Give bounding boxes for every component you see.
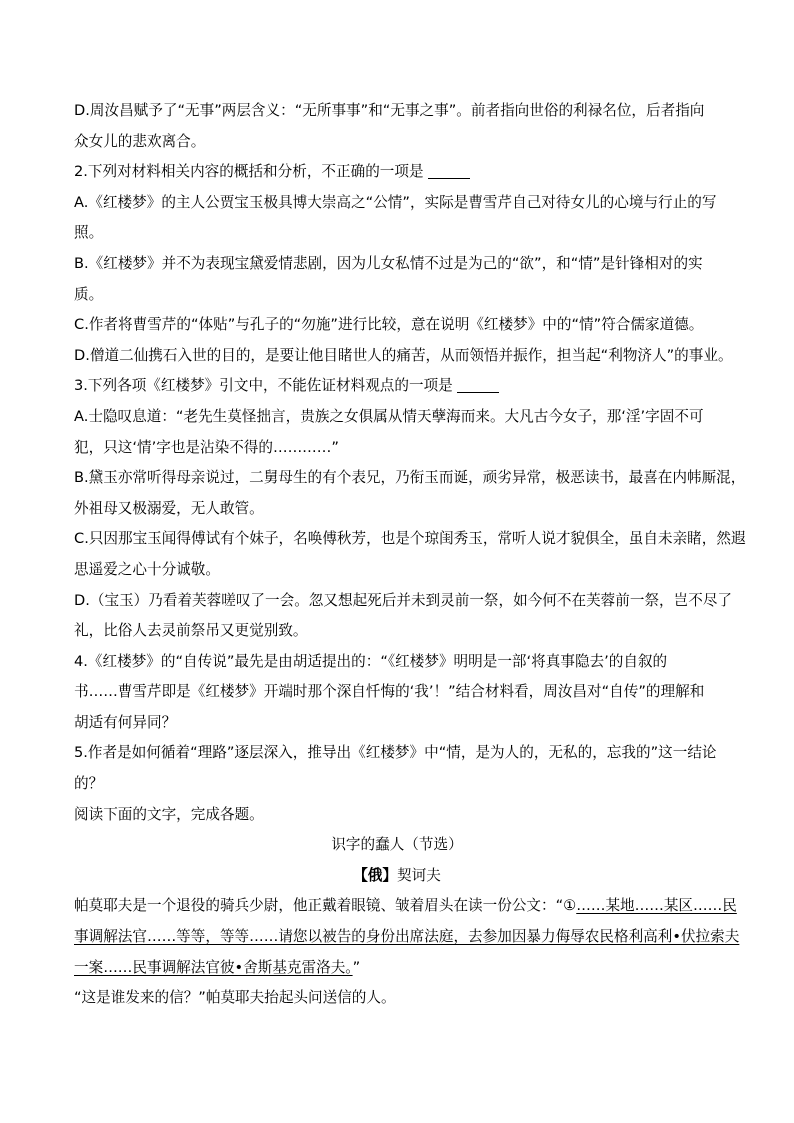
answer-blank[interactable] [457,378,499,393]
passage-para1-line2: 事调解法官……等等，等等……请您以被告的身份出席法庭，去参加因暴力侮辱农民格利高利•伏拉索夫 [74,928,740,946]
passage-para2-line1: “这是谁发来的信？”帕莫耶夫抬起头问送信的人。 [74,989,396,1007]
option-d-q1-line1: D.周汝昌赋予了“无事”两层含义：“无所事事”和“无事之事”。前者指向世俗的利禄名位，后者指向 [74,102,705,119]
q3-option-c-line1: C.只因那宝玉闻得傅试有个妹子，名唤傅秋芳，也是个琼闺秀玉，常听人说才貌俱全，虽自未亲睹，然遐 [74,530,746,548]
underlined-text: 一案……民事调解法官彼•舍斯基克雷洛夫。 [74,958,353,976]
reading-instruction: 阅读下面的文字，完成各题。 [74,805,264,823]
q3-option-a-line2: 犯，只这‘情’字也是沾染不得的…………” [74,438,339,456]
question-4-line2: 书……曹雪芹即是《红楼梦》开端时那个深自忏悔的‘我’！”结合材料看，周汝昌对“自传”的理解和 [74,683,705,701]
author-name: 契诃夫 [397,866,441,884]
q2-option-b-line2: 质。 [74,285,104,303]
passage-para1-line1 [74,891,737,922]
q3-option-d-line2: 礼，比俗人去灵前祭吊又更觉别致。 [74,622,308,640]
question-2-text: 2.下列对材料相关内容的概括和分析，不正确的一项是 [74,163,424,181]
q2-option-b-line1: B.《红楼梦》并不为表现宝黛爱情悲剧，因为儿女私情不过是为己的“欲”，和“情”是针锋相对的实 [74,254,703,272]
underlined-text: ……某地……某区……民 [576,897,737,915]
passage-text: ” [352,958,361,976]
document-page [74,96,746,1014]
question-4-line1: 4.《红楼梦》的“自传说”最先是由胡适提出的：“《红楼梦》明明是一部‘将真事隐去’的自叙的 [74,652,668,670]
q2-option-a-line1: A.《红楼梦》的主人公贾宝玉极具博大崇高之“公情”，实际是曹雪芹自己对待女儿的心境与行止的写 [74,193,717,211]
q3-option-b-line1: B.黛玉亦常听得母亲说过，二舅母生的有个表兄，乃衔玉而诞，顽劣异常，极恶读书，最喜在内帏厮混， [74,469,746,487]
question-4-line3: 胡适有何异同？ [74,713,177,731]
option-d-q1-line2: 众女儿的悲欢离合。 [74,132,206,150]
passage-author [74,861,720,892]
passage-title: 识字的蠢人（节选） [331,836,463,854]
q3-option-c-line2: 思遥爱之心十分诚敬。 [74,560,220,578]
passage-para1-line3 [74,953,720,984]
question-3-text: 3.下列各项《红楼梦》引文中，不能佐证材料观点的一项是 [74,377,453,395]
q2-option-d: D.僧道二仙携石入世的目的，是要让他目睹世人的痛苦，从而领悟并振作，担当起“利物济人”的事业。 [74,346,733,364]
answer-blank[interactable] [428,164,470,179]
question-3 [74,371,720,402]
q3-option-a-line1: A.士隐叹息道：“老先生莫怪拙言，贵族之女俱属从情天孽海而来。大凡古今女子，那‘淫’字固不可 [74,407,704,425]
question-5-line2: 的？ [74,775,104,793]
passage-text: 帕莫耶夫是一个退役的骑兵少尉，他正戴着眼镜、皱着眉头在读一份公文：“① [74,897,577,915]
question-5-line1: 5.作者是如何循着“理路”逐层深入，推导出《红楼梦》中“情，是为人的，无私的，忘我的”这一结论 [74,744,717,762]
author-country: 【俄】 [353,866,397,884]
q2-option-c: C.作者将曹雪芹的“体贴”与孔子的“勿施”进行比较，意在说明《红楼梦》中的“情”符合儒家道德。 [74,316,704,334]
q2-option-a-line2: 照。 [74,224,104,242]
q3-option-b-line2: 外祖母又极溺爱，无人敢管。 [74,499,264,517]
question-2 [74,157,720,188]
q3-option-d-line1: D.（宝玉）乃看着芙蓉嗟叹了一会。忽又想起死后并未到灵前一祭，如今何不在芙蓉前一祭，岂不尽了 [74,591,733,609]
